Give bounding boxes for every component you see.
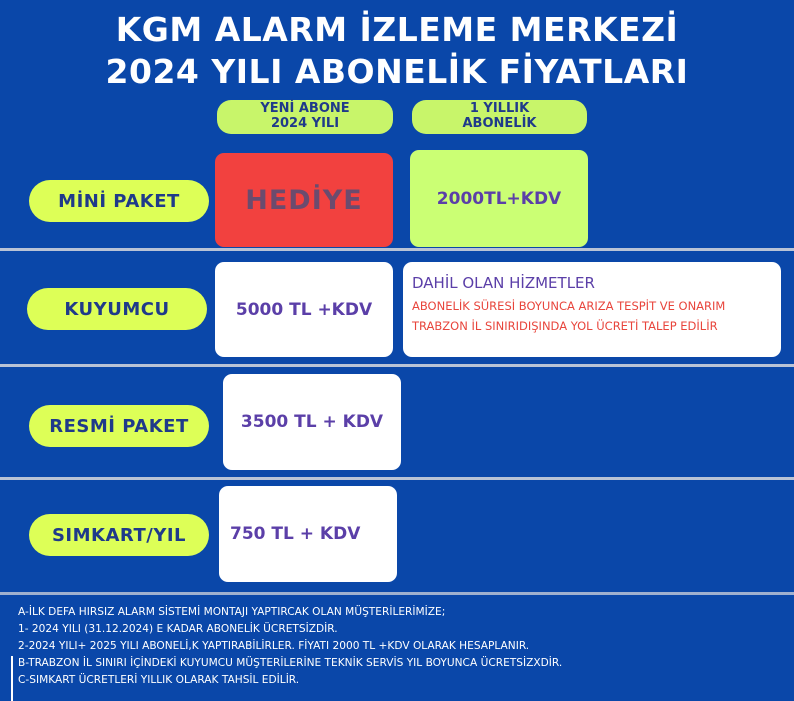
services-card — [403, 262, 781, 357]
page-title-line1: KGM ALARM İZLEME MERKEZİ — [115, 10, 679, 49]
row-divider-4 — [0, 592, 794, 595]
gift-price-text: HEDİYE — [245, 184, 363, 216]
row-divider-3 — [0, 477, 794, 480]
note-line-5: C-SIMKART ÜCRETLERİ YILLIK OLARAK TAHSİL EDİLİR. — [18, 674, 300, 686]
price-card-simkart — [219, 486, 397, 582]
note-line-4: B-TRABZON İL SINIRI İÇİNDEKİ KUYUMCU MÜŞTERİLERİNE TEKNİK SERVİS YIL BOYUNCA ÜCRETSİZXDİR. — [18, 657, 563, 669]
column-header-new-line2: 2024 YILI — [270, 116, 340, 131]
price-card-gift — [215, 153, 393, 247]
yearly-price-mini: 2000TL+KDV — [436, 188, 562, 209]
service-item-1: ABONELİK SÜRESİ BOYUNCA ARIZA TESPİT VE ONARIM — [412, 299, 726, 313]
column-header-year-line1: 1 YILLIK — [469, 101, 530, 116]
row-divider-2 — [0, 364, 794, 367]
services-heading: DAHİL OLAN HİZMETLER — [412, 274, 595, 292]
note-line-1: A-İLK DEFA HIRSIZ ALARM SİSTEMİ MONTAJI YAPTIRCAK OLAN MÜŞTERİLERİMİZE; — [18, 606, 446, 618]
notes-accent-bar — [11, 656, 13, 701]
package-label-simkart: SIMKART/YIL — [29, 514, 209, 556]
column-header-year-line2: ABONELİK — [462, 116, 537, 131]
price-card-kuyumcu — [215, 262, 393, 357]
row-divider-1 — [0, 248, 794, 251]
package-label-kuyumcu: KUYUMCU — [27, 288, 207, 330]
notes-list — [18, 604, 562, 689]
column-header-one-year — [412, 100, 587, 134]
package-label-mini: MİNİ PAKET — [29, 180, 209, 222]
price-card-yearly-mini — [410, 150, 588, 247]
price-simkart: 750 TL + KDV — [230, 524, 361, 544]
service-item-2: TRABZON İL SINIRIDIŞINDA YOL ÜCRETİ TALEP EDİLİR — [412, 319, 718, 333]
price-resmi: 3500 TL + KDV — [240, 412, 384, 432]
column-header-new-line1: YENİ ABONE — [260, 101, 350, 116]
column-header-new-subscriber — [217, 100, 393, 134]
page-title-line2: 2024 YILI ABONELİK FİYATLARI — [105, 52, 689, 91]
note-line-3: 2-2024 YILI+ 2025 YILI ABONELİ,K YAPTIRABİLİRLER. FİYATI 2000 TL +KDV OLARAK HESAPLANIR. — [18, 640, 530, 652]
price-card-resmi — [223, 374, 401, 470]
note-line-2: 1- 2024 YILI (31.12.2024) E KADAR ABONELİK ÜCRETSİZDİR. — [18, 623, 338, 635]
package-label-resmi: RESMİ PAKET — [29, 405, 209, 447]
price-kuyumcu: 5000 TL +KDV — [235, 299, 373, 320]
